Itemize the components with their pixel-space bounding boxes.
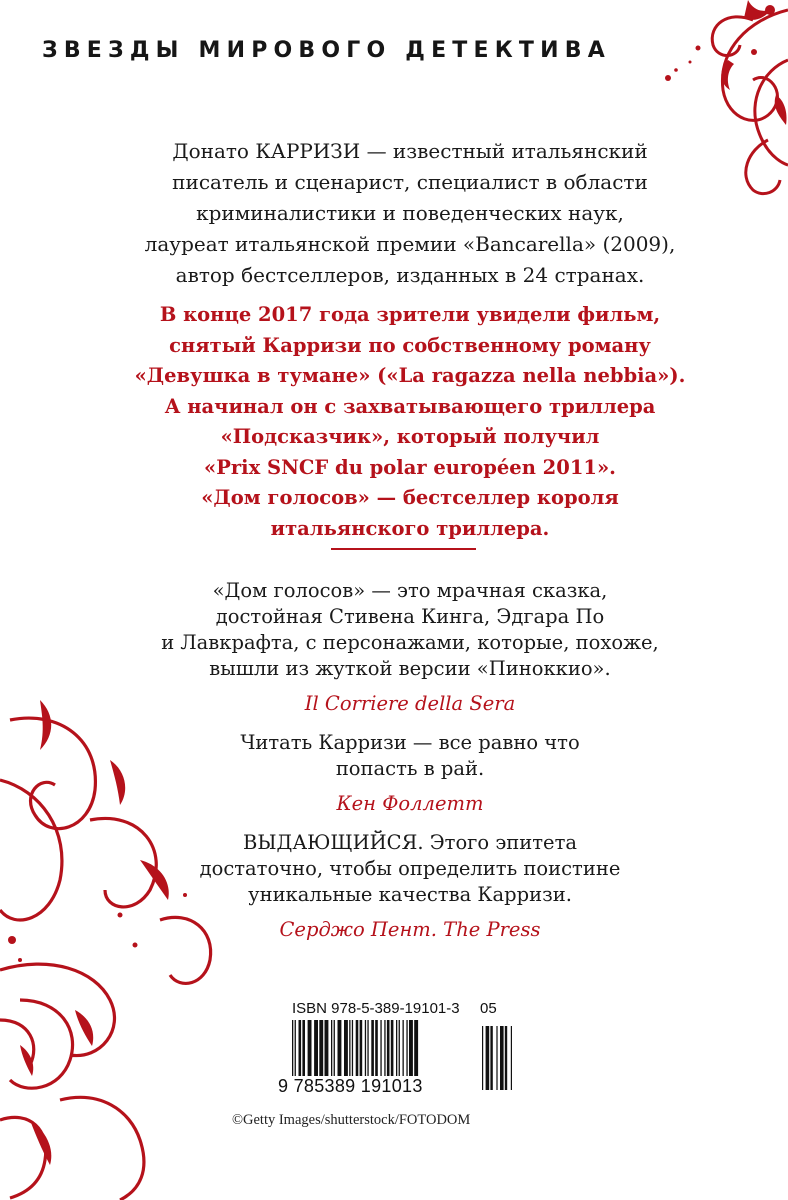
barcode-digits: 9 785389 191013 xyxy=(278,1076,423,1096)
promo-line: А начинал он с захватывающего триллера xyxy=(164,394,656,418)
bio-line: Донато КАРРИЗИ — известный итальянский xyxy=(172,139,648,163)
quote-line: Читать Карризи — все равно что xyxy=(240,731,580,754)
review-quote xyxy=(90,578,730,717)
isbn-label: ISBN 978-5-389-19101-3 xyxy=(292,1000,460,1017)
divider-line xyxy=(331,548,476,550)
quote-line: «Дом голосов» — это мрачная сказка, xyxy=(212,579,608,602)
barcode-addon-number: 05 xyxy=(480,1000,497,1017)
quote-source: Серджо Пент. The Press xyxy=(279,918,541,941)
quote-line: уникальные качества Карризи. xyxy=(248,883,572,906)
barcode-block xyxy=(278,1000,518,1100)
promo-line: «Девушка в тумане» («La ragazza nella nebbia»). xyxy=(134,364,686,387)
promo-line: В конце 2017 года зрители увидели фильм, xyxy=(159,303,661,326)
quote-line: и Лавкрафта, с персонажами, которые, похоже, xyxy=(161,631,659,654)
quote-line: попасть в рай. xyxy=(335,757,485,780)
author-bio xyxy=(90,136,730,291)
promo-line: «Prix SNCF du polar européen 2011». xyxy=(204,455,616,479)
quote-line: вышли из жуткой версии «Пиноккио». xyxy=(209,657,611,680)
photo-credit: ©Getty Images/shutterstock/FOTODOM xyxy=(232,1112,471,1128)
series-title: ЗВЕЗДЫ МИРОВОГО ДЕТЕКТИВА xyxy=(42,38,611,63)
promo-line: снятый Карризи по собственному роману xyxy=(169,333,651,357)
promo-text xyxy=(90,300,730,544)
bio-line: лауреат итальянской премии «Bancarella» (2009), xyxy=(144,232,676,256)
quote-line: достойная Стивена Кинга, Эдгара По xyxy=(215,605,605,628)
quote-line: достаточно, чтобы определить поистине xyxy=(199,857,621,880)
review-quote xyxy=(90,730,730,817)
review-quote xyxy=(90,830,730,943)
promo-line: «Подсказчик», который получил xyxy=(220,425,600,448)
quote-line: ВЫДАЮЩИЙСЯ. Этого эпитета xyxy=(243,831,577,854)
promo-line: итальянского триллера. xyxy=(270,516,550,540)
quote-source: Кен Фоллетт xyxy=(336,792,484,815)
bio-line: криминалистики и поведенческих наук, xyxy=(196,201,624,225)
promo-line: «Дом голосов» — бестселлер короля xyxy=(201,486,619,509)
bio-line: писатель и сценарист, специалист в области xyxy=(172,170,648,194)
bio-line: автор бестселлеров, изданных в 24 странах. xyxy=(175,263,645,287)
quote-source: Il Corriere della Sera xyxy=(304,692,516,715)
